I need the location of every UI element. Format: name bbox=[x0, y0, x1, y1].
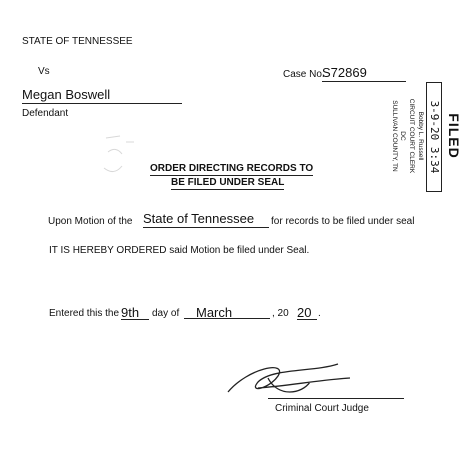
case-number-value: S72869 bbox=[322, 65, 367, 80]
entered-year: 20 bbox=[297, 305, 312, 320]
signature-line bbox=[268, 398, 404, 399]
motion-prefix: Upon Motion of the bbox=[48, 216, 133, 227]
ordered-text: IT IS HEREBY ORDERED said Motion be filed under Seal. bbox=[49, 245, 310, 256]
signature-label: Criminal Court Judge bbox=[275, 403, 369, 414]
stamp-dc: DC bbox=[399, 131, 406, 141]
stamp-date-time: 3-9-20 3:34 bbox=[426, 82, 442, 192]
entered-day-field bbox=[121, 305, 149, 320]
entered-day: 9th bbox=[121, 305, 140, 320]
versus-label: Vs bbox=[38, 66, 50, 77]
entered-month: March bbox=[196, 305, 233, 320]
order-title-line2: BE FILED UNDER SEAL bbox=[171, 177, 285, 188]
defendant-name: Megan Boswell bbox=[22, 87, 111, 102]
stamp-office: CIRCUIT COURT CLERK bbox=[408, 98, 415, 174]
faint-marks bbox=[100, 128, 144, 188]
order-title-line1: ORDER DIRECTING RECORDS TO bbox=[150, 163, 314, 174]
entered-period: . bbox=[318, 308, 321, 319]
movant-field bbox=[143, 211, 269, 228]
state-caption: STATE OF TENNESSEE bbox=[22, 36, 133, 47]
filed-stamp bbox=[392, 76, 464, 196]
stamp-county: SULLIVAN COUNTY, TN bbox=[391, 100, 398, 172]
motion-suffix: for records to be filed under seal bbox=[271, 216, 415, 227]
entered-prefix: Entered this the bbox=[49, 308, 120, 319]
stamp-clerk: Bobby L. Russell bbox=[417, 111, 424, 161]
year-prefix: , 20 bbox=[272, 308, 289, 319]
entered-year-field bbox=[297, 305, 317, 320]
defendant-label: Defendant bbox=[22, 108, 69, 119]
day-of-label: day of bbox=[152, 308, 180, 319]
defendant-name-field bbox=[22, 87, 182, 104]
case-number-label: Case No. bbox=[283, 69, 325, 80]
entered-month-field bbox=[184, 305, 270, 319]
stamp-title: FILED bbox=[446, 113, 462, 159]
movant-name: State of Tennessee bbox=[143, 211, 255, 226]
